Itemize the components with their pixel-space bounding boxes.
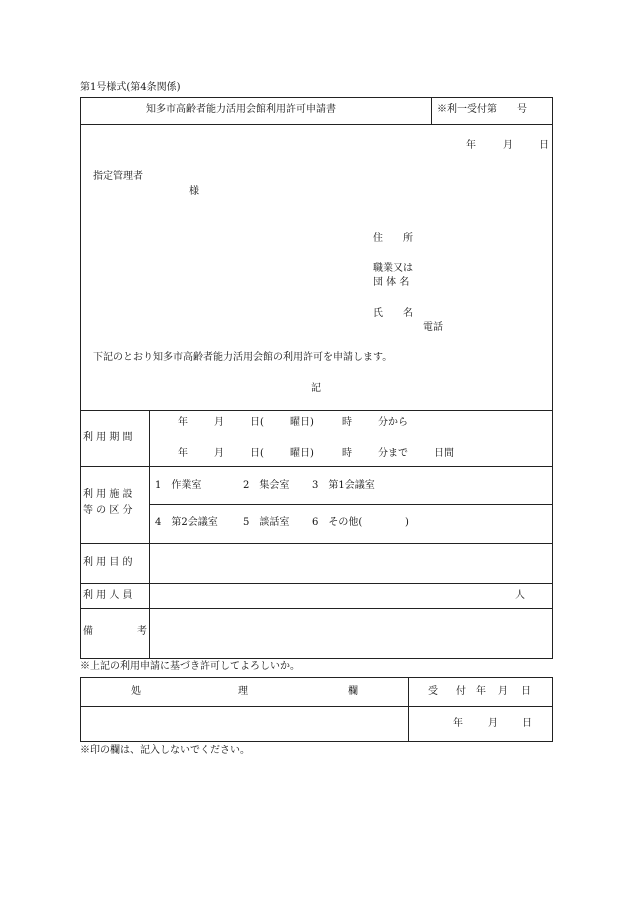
remarks-label-1: 備 [83, 626, 93, 637]
reception-date-month: 月 [488, 718, 498, 729]
addressee-manager: 指定管理者 [93, 171, 143, 182]
reception-header-3: 年 [476, 686, 486, 697]
processing-header-1: 処 [131, 686, 141, 697]
period-end-minute: 分まで [378, 448, 408, 459]
period-end-hour: 時 [342, 448, 352, 459]
occupation-label: 職業又は [373, 263, 413, 274]
form-title: 知多市高齢者能力活用会館利用許可申請書 [146, 104, 336, 115]
facility-option-4: 4 第2会議室 [155, 517, 218, 528]
period-label: 利 用 期 間 [83, 432, 133, 443]
divider [80, 124, 553, 125]
reception-header-2: 付 [456, 686, 466, 697]
date-month: 月 [503, 140, 513, 151]
period-end-weekday: 曜日) [290, 448, 314, 459]
facility-option-5: 5 談話室 [243, 517, 290, 528]
period-end-day: 日( [250, 448, 264, 459]
facility-label-2: 等 の 区 分 [83, 505, 133, 516]
facility-option-6-close: ) [405, 517, 409, 528]
addressee-sama: 様 [189, 186, 199, 197]
reception-header-5: 日 [521, 686, 531, 697]
facility-option-3: 3 第1会議室 [312, 480, 375, 491]
phone-label: 電話 [423, 322, 443, 333]
facility-label-1: 利 用 施 設 [83, 489, 133, 500]
divider [80, 583, 553, 584]
divider [80, 706, 553, 707]
facility-option-6: 6 その他( [312, 517, 363, 528]
divider [149, 504, 553, 505]
divider [408, 677, 409, 742]
organization-label: 団 体 名 [373, 277, 410, 288]
period-start-weekday: 曜日) [290, 417, 314, 428]
date-year: 年 [466, 140, 476, 151]
remarks-label-2: 考 [137, 626, 147, 637]
processing-header-2: 理 [238, 686, 248, 697]
people-label: 利 用 人 員 [83, 590, 133, 601]
reception-date-year: 年 [453, 718, 463, 729]
people-unit: 人 [515, 590, 525, 601]
application-statement: 下記のとおり知多市高齢者能力活用会館の利用許可を申請します。 [93, 352, 393, 363]
period-start-hour: 時 [342, 417, 352, 428]
period-start-year: 年 [178, 417, 188, 428]
reception-date-day: 日 [522, 718, 532, 729]
facility-option-1: 1 作業室 [155, 480, 202, 491]
ki-label: 記 [311, 383, 321, 394]
application-form [80, 97, 553, 659]
facility-option-2: 2 集会室 [243, 480, 290, 491]
footer-note: ※印の欄は、記入しないでください。 [80, 745, 250, 756]
reception-header-4: 月 [498, 686, 508, 697]
reception-header-1: 受 [428, 686, 438, 697]
date-day: 日 [539, 140, 549, 151]
reception-number: ※利一受付第 号 [437, 104, 527, 115]
period-start-day: 日( [250, 417, 264, 428]
period-days: 日間 [434, 448, 454, 459]
period-start-minute: 分から [378, 417, 408, 428]
divider [149, 410, 150, 659]
purpose-label: 利 用 目 的 [83, 557, 133, 568]
processing-header-3: 欄 [348, 686, 358, 697]
divider [431, 97, 432, 124]
divider [80, 466, 553, 467]
address-label: 住 所 [373, 233, 413, 244]
name-label: 氏 名 [373, 308, 413, 319]
divider [80, 608, 553, 609]
divider [80, 410, 553, 411]
form-number: 第1号様式(第4条関係) [80, 82, 181, 93]
period-end-month: 月 [214, 448, 224, 459]
approval-note: ※上記の利用申請に基づき許可してよろしいか。 [80, 661, 300, 672]
period-start-month: 月 [214, 417, 224, 428]
divider [80, 543, 553, 544]
period-end-year: 年 [178, 448, 188, 459]
